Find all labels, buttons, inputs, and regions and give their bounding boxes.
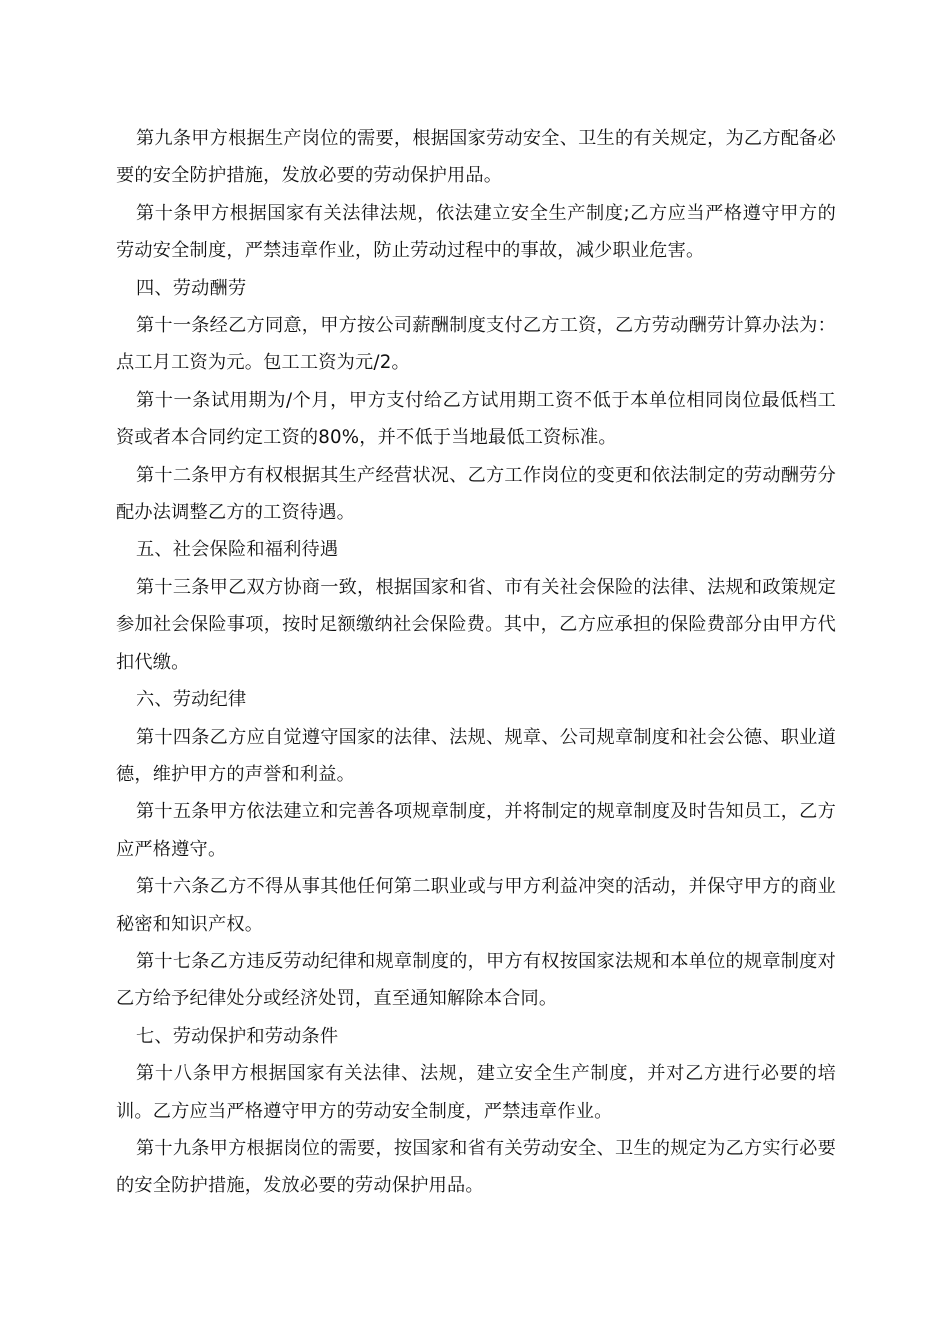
article-11-paragraph: 第十一条经乙方同意，甲方按公司薪酬制度支付乙方工资，乙方劳动酬劳计算办法为：点工月工资为元。包工工资为元/2。	[116, 315, 836, 374]
article-12-paragraph: 第十二条甲方有权根据其生产经营状况、乙方工作岗位的变更和依法制定的劳动酬劳分配办法调整乙方的工资待遇。	[116, 464, 836, 524]
section-heading-labor-discipline: 六、劳动纪律	[136, 689, 247, 711]
article-19-paragraph: 第十九条甲方根据岗位的需要，按国家和省有关劳动安全、卫生的规定为乙方实行必要的安全防护措施，发放必要的劳动保护用品。	[116, 1137, 836, 1197]
article-11-probation-paragraph: 第十一条试用期为/个月，甲方支付给乙方试用期工资不低于本单位相同岗位最低档工资或者本合同约定工资的80%，并不低于当地最低工资标准。	[116, 389, 836, 449]
article-13-paragraph: 第十三条甲乙双方协商一致，根据国家和省、市有关社会保险的法律、法规和政策规定参加社会保险事项，按时足额缴纳社会保险费。其中，乙方应承担的保险费部分由甲方代扣代缴。	[116, 576, 836, 673]
article-17-paragraph: 第十七条乙方违反劳动纪律和规章制度的，甲方有权按国家法规和本单位的规章制度对乙方给予纪律处分或经济处罚，直至通知解除本合同。	[116, 950, 836, 1010]
article-15-paragraph: 第十五条甲方依法建立和完善各项规章制度，并将制定的规章制度及时告知员工，乙方应严格遵守。	[116, 801, 836, 860]
section-heading-social-insurance: 五、社会保险和福利待遇	[136, 539, 339, 561]
section-heading-labor-protection: 七、劳动保护和劳动条件	[136, 1025, 339, 1047]
article-10-paragraph: 第十条甲方根据国家有关法律法规，依法建立安全生产制度;乙方应当严格遵守甲方的劳动安全制度，严禁违章作业，防止劳动过程中的事故，减少职业危害。	[116, 202, 836, 262]
article-14-paragraph: 第十四条乙方应自觉遵守国家的法律、法规、规章、公司规章制度和社会公德、职业道德，维护甲方的声誉和利益。	[116, 726, 836, 785]
document-body	[116, 120, 836, 1205]
section-heading-remuneration: 四、劳动酬劳	[136, 277, 247, 299]
article-16-paragraph: 第十六条乙方不得从事其他任何第二职业或与甲方利益冲突的活动，并保守甲方的商业秘密和知识产权。	[116, 876, 836, 935]
article-18-paragraph: 第十八条甲方根据国家有关法律、法规，建立安全生产制度，并对乙方进行必要的培训。乙方应当严格遵守甲方的劳动安全制度，严禁违章作业。	[116, 1063, 836, 1122]
article-9-paragraph: 第九条甲方根据生产岗位的需要，根据国家劳动安全、卫生的有关规定，为乙方配备必要的安全防护措施，发放必要的劳动保护用品。	[116, 128, 836, 187]
